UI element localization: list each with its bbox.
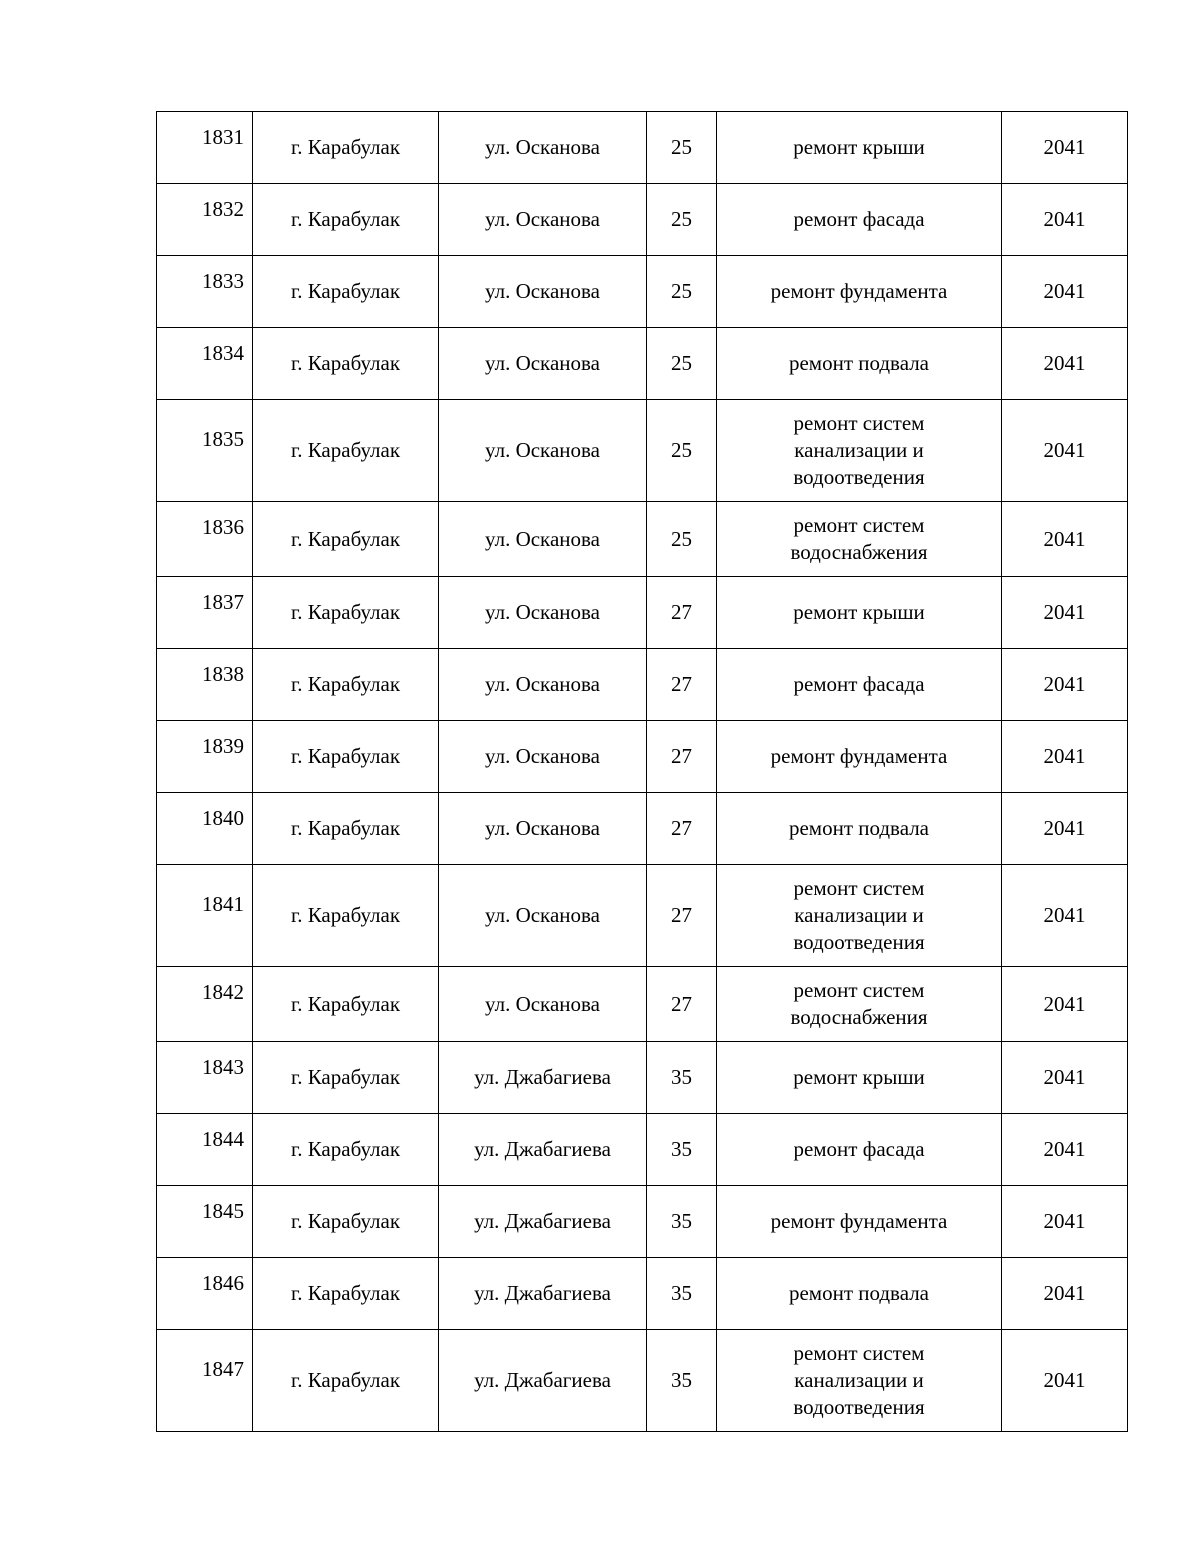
street-cell: ул. Джабагиева [439,1258,647,1330]
table-row [157,1114,1128,1186]
table-row [157,721,1128,793]
year-cell: 2041 [1002,1042,1128,1114]
street-cell: ул. Осканова [439,184,647,256]
year-cell: 2041 [1002,865,1128,967]
house-number-cell: 25 [647,112,717,184]
table-row [157,184,1128,256]
row-number-cell: 1838 [157,649,253,721]
street-cell: ул. Осканова [439,793,647,865]
work-type-cell: ремонт систем канализации и водоотведения [717,865,1002,967]
street-cell: ул. Джабагиева [439,1114,647,1186]
work-type-cell: ремонт подвала [717,328,1002,400]
street-cell: ул. Джабагиева [439,1330,647,1432]
city-cell: г. Карабулак [253,721,439,793]
row-number-cell: 1835 [157,400,253,502]
work-type-cell: ремонт крыши [717,577,1002,649]
city-cell: г. Карабулак [253,1186,439,1258]
street-cell: ул. Осканова [439,400,647,502]
repair-schedule-table [156,111,1128,1432]
row-number-cell: 1846 [157,1258,253,1330]
year-cell: 2041 [1002,967,1128,1042]
table-row [157,256,1128,328]
city-cell: г. Карабулак [253,256,439,328]
work-type-cell: ремонт подвала [717,793,1002,865]
year-cell: 2041 [1002,502,1128,577]
street-cell: ул. Осканова [439,502,647,577]
street-cell: ул. Осканова [439,328,647,400]
table-row [157,400,1128,502]
city-cell: г. Карабулак [253,1114,439,1186]
city-cell: г. Карабулак [253,400,439,502]
table-row [157,1330,1128,1432]
year-cell: 2041 [1002,184,1128,256]
row-number-cell: 1847 [157,1330,253,1432]
work-type-cell: ремонт систем водоснабжения [717,967,1002,1042]
row-number-cell: 1840 [157,793,253,865]
city-cell: г. Карабулак [253,112,439,184]
row-number-cell: 1831 [157,112,253,184]
street-cell: ул. Осканова [439,649,647,721]
work-type-cell: ремонт фасада [717,1114,1002,1186]
street-cell: ул. Осканова [439,577,647,649]
year-cell: 2041 [1002,1330,1128,1432]
city-cell: г. Карабулак [253,865,439,967]
year-cell: 2041 [1002,112,1128,184]
house-number-cell: 27 [647,721,717,793]
city-cell: г. Карабулак [253,184,439,256]
year-cell: 2041 [1002,1186,1128,1258]
table-row [157,1186,1128,1258]
house-number-cell: 25 [647,184,717,256]
city-cell: г. Карабулак [253,502,439,577]
house-number-cell: 27 [647,793,717,865]
work-type-cell: ремонт фундамента [717,256,1002,328]
year-cell: 2041 [1002,649,1128,721]
table-row [157,649,1128,721]
house-number-cell: 25 [647,400,717,502]
table-row [157,967,1128,1042]
work-type-cell: ремонт фундамента [717,721,1002,793]
street-cell: ул. Джабагиева [439,1186,647,1258]
street-cell: ул. Осканова [439,112,647,184]
year-cell: 2041 [1002,577,1128,649]
city-cell: г. Карабулак [253,328,439,400]
row-number-cell: 1841 [157,865,253,967]
house-number-cell: 35 [647,1042,717,1114]
work-type-cell: ремонт фасада [717,184,1002,256]
table-row [157,502,1128,577]
table-row [157,1258,1128,1330]
table-row [157,328,1128,400]
year-cell: 2041 [1002,256,1128,328]
city-cell: г. Карабулак [253,577,439,649]
house-number-cell: 27 [647,649,717,721]
row-number-cell: 1844 [157,1114,253,1186]
house-number-cell: 27 [647,865,717,967]
street-cell: ул. Осканова [439,721,647,793]
city-cell: г. Карабулак [253,1330,439,1432]
year-cell: 2041 [1002,793,1128,865]
house-number-cell: 35 [647,1330,717,1432]
row-number-cell: 1837 [157,577,253,649]
table-row [157,112,1128,184]
row-number-cell: 1834 [157,328,253,400]
row-number-cell: 1832 [157,184,253,256]
house-number-cell: 27 [647,577,717,649]
house-number-cell: 25 [647,502,717,577]
street-cell: ул. Осканова [439,865,647,967]
year-cell: 2041 [1002,400,1128,502]
work-type-cell: ремонт крыши [717,1042,1002,1114]
year-cell: 2041 [1002,1258,1128,1330]
work-type-cell: ремонт фасада [717,649,1002,721]
city-cell: г. Карабулак [253,793,439,865]
year-cell: 2041 [1002,721,1128,793]
street-cell: ул. Осканова [439,967,647,1042]
table-row [157,1042,1128,1114]
year-cell: 2041 [1002,1114,1128,1186]
table-row [157,577,1128,649]
house-number-cell: 35 [647,1114,717,1186]
row-number-cell: 1836 [157,502,253,577]
city-cell: г. Карабулак [253,649,439,721]
house-number-cell: 25 [647,256,717,328]
work-type-cell: ремонт крыши [717,112,1002,184]
work-type-cell: ремонт подвала [717,1258,1002,1330]
work-type-cell: ремонт систем водоснабжения [717,502,1002,577]
row-number-cell: 1843 [157,1042,253,1114]
street-cell: ул. Джабагиева [439,1042,647,1114]
year-cell: 2041 [1002,328,1128,400]
table-row [157,793,1128,865]
row-number-cell: 1842 [157,967,253,1042]
row-number-cell: 1839 [157,721,253,793]
row-number-cell: 1845 [157,1186,253,1258]
work-type-cell: ремонт систем канализации и водоотведения [717,1330,1002,1432]
table-row [157,865,1128,967]
house-number-cell: 35 [647,1258,717,1330]
work-type-cell: ремонт фундамента [717,1186,1002,1258]
house-number-cell: 25 [647,328,717,400]
row-number-cell: 1833 [157,256,253,328]
house-number-cell: 35 [647,1186,717,1258]
work-type-cell: ремонт систем канализации и водоотведения [717,400,1002,502]
street-cell: ул. Осканова [439,256,647,328]
house-number-cell: 27 [647,967,717,1042]
city-cell: г. Карабулак [253,1042,439,1114]
city-cell: г. Карабулак [253,1258,439,1330]
city-cell: г. Карабулак [253,967,439,1042]
